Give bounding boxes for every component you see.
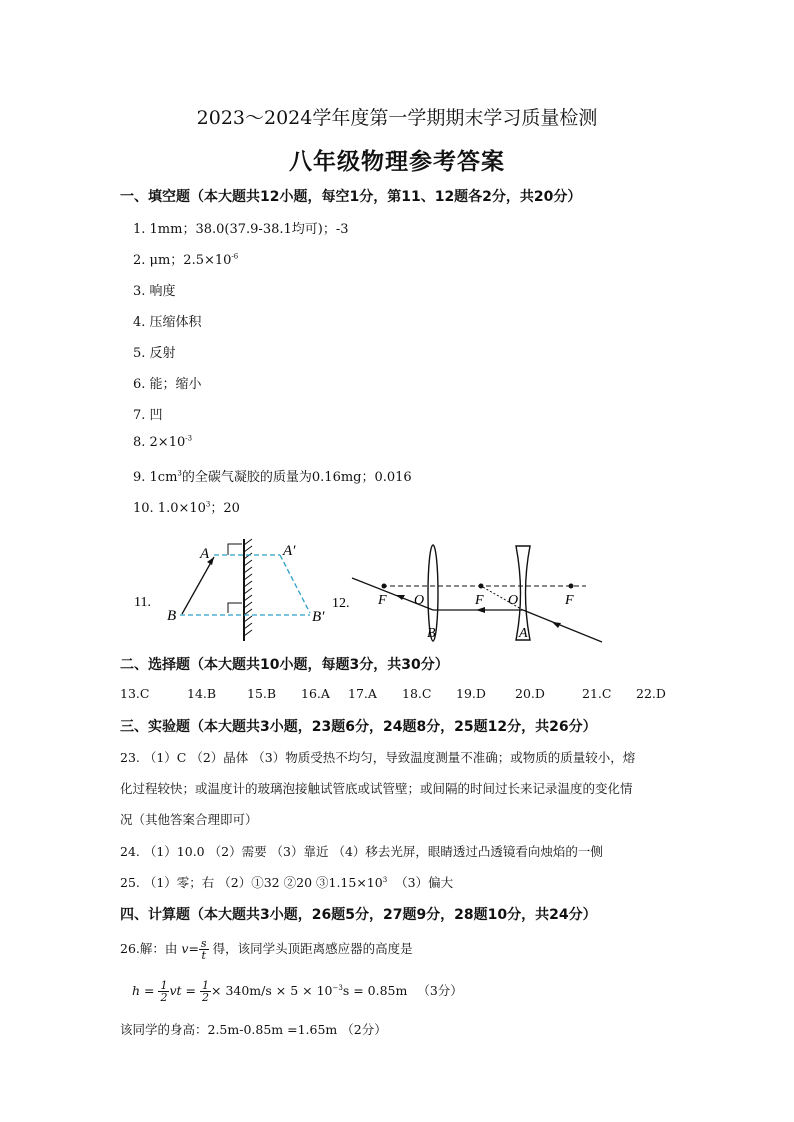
- mc-answer: 14.B: [187, 686, 217, 701]
- answer-9: 9. $1cm^3$的全碳气凝胶的质量为0.16mg；0.016: [133, 469, 412, 485]
- label-a-prime: A′: [283, 543, 296, 559]
- label-f-left: F: [378, 593, 387, 608]
- section-experiment-heading: 三、实验题（本大题共3小题，23题6分，24题8分，25题12分，共26分）: [120, 719, 597, 735]
- lens-diagram: [330, 538, 620, 648]
- multiple-choice-answers: [120, 686, 680, 704]
- answer-10: 10. $1.0\times 10^3$；20: [133, 500, 240, 516]
- mc-answer: 19.D: [456, 686, 486, 701]
- virtual-image-a-prime-b-prime: [280, 555, 310, 613]
- mirror-hatching: [244, 539, 252, 636]
- answer-25: 25. （1）零；右 （2）①32 ②20 $③1.15\times 10^3$ （3）偏大: [120, 875, 454, 890]
- focal-point-left: [382, 584, 387, 589]
- label-a-lens: A: [519, 626, 528, 641]
- fraction-s-over-t: $\frac{s}{t}$: [200, 937, 207, 962]
- answer-26-height: 该同学的身高：2.5m-0.85m =1.65m （2分）: [120, 1022, 387, 1037]
- section-fill-in-heading: 一、填空题（本大题共12小题，每空1分，第11、12题各2分，共20分）: [120, 189, 582, 205]
- label-o-right: O: [508, 593, 519, 608]
- right-angle-mark-top: [228, 544, 242, 555]
- mirror-diagram: [130, 535, 330, 645]
- label-a: A: [200, 546, 210, 562]
- label-b-prime: B′: [312, 609, 325, 625]
- mc-answer: 15.B: [247, 686, 277, 701]
- mc-answer: 16.A: [301, 686, 330, 701]
- label-o-left: O: [414, 593, 425, 608]
- answer-8: 8. $2\times 10^{-3}$: [133, 434, 193, 450]
- fraction-one-half: $\frac{1}{2}$: [202, 979, 209, 1004]
- mc-answer: 18.C: [402, 686, 432, 701]
- answer-3: 3. 响度: [133, 284, 176, 299]
- incident-ray: [523, 610, 602, 642]
- answer-key-title: 八年级物理参考答案: [289, 148, 505, 175]
- answer-23-line3: 况（其他答案合理即可）: [120, 812, 258, 827]
- answer-2: 2. μm；$2.5\times 10^{-6}$: [133, 252, 239, 268]
- mc-answer: 20.D: [515, 686, 545, 701]
- label-b: B: [167, 608, 177, 624]
- mc-answer: 21.C: [582, 686, 612, 701]
- answer-6: 6. 能；缩小: [133, 377, 202, 392]
- right-angle-mark-bottom: [228, 603, 242, 613]
- ray-arrow-incident: [552, 622, 561, 628]
- section-calculation-heading: 四、计算题（本大题共3小题，26题5分，27题9分，28题10分，共24分）: [120, 907, 597, 923]
- section-multiple-choice-heading: 二、选择题（本大题共10小题，每题3分，共30分）: [120, 657, 449, 673]
- mc-answer: 22.D: [636, 686, 666, 701]
- focal-point-right: [569, 584, 574, 589]
- answer-24: 24. （1）10.0 （2）需要 （3）靠近 （4）移去光屏，眼睛透过凸透镜看向烛焰的一侧: [120, 844, 603, 859]
- answer-26-intro: 26.解：由 v= $\frac{s}{t}$ 得，该同学头顶距离感应器的高度是: [120, 937, 413, 962]
- label-f-right: F: [565, 593, 574, 608]
- answer-7: 7. 凹: [133, 408, 163, 423]
- mc-answer: 13.C: [120, 686, 150, 701]
- answer-1: 1. 1mm；38.0(37.9-38.1均可)；-3: [133, 222, 349, 237]
- answer-4: 4. 压缩体积: [133, 315, 202, 330]
- mc-answer: 17.A: [348, 686, 377, 701]
- fig11-number: 11.: [134, 595, 151, 610]
- exam-title: 2023～2024学年度第一学期期末学习质量检测: [196, 107, 598, 129]
- label-f-middle: F: [475, 593, 484, 608]
- object-arrow-ab: [182, 557, 214, 614]
- answer-26-formula: h = $\frac{1}{2}$ vt = $\frac{1}{2}$ × $340m/s \times 5 \times 10^{-3}s = 0.85m$ （3分）: [132, 979, 463, 1004]
- answer-23-line1: 23. （1）C （2）晶体 （3）物质受热不均匀，导致温度测量不准确；或物质的质量较小，熔: [120, 750, 636, 765]
- answer-23-line2: 化过程较快；或温度计的玻璃泡接触试管底或试管壁；或间隔的时间过长来记录温度的变化情: [120, 781, 633, 796]
- fig12-number: 12.: [332, 596, 350, 611]
- answer-5: 5. 反射: [133, 346, 176, 361]
- fraction-one-half: $\frac{1}{2}$: [160, 979, 168, 1004]
- ray-arrow-refracted: [396, 595, 405, 600]
- label-b-lens: B: [427, 626, 436, 641]
